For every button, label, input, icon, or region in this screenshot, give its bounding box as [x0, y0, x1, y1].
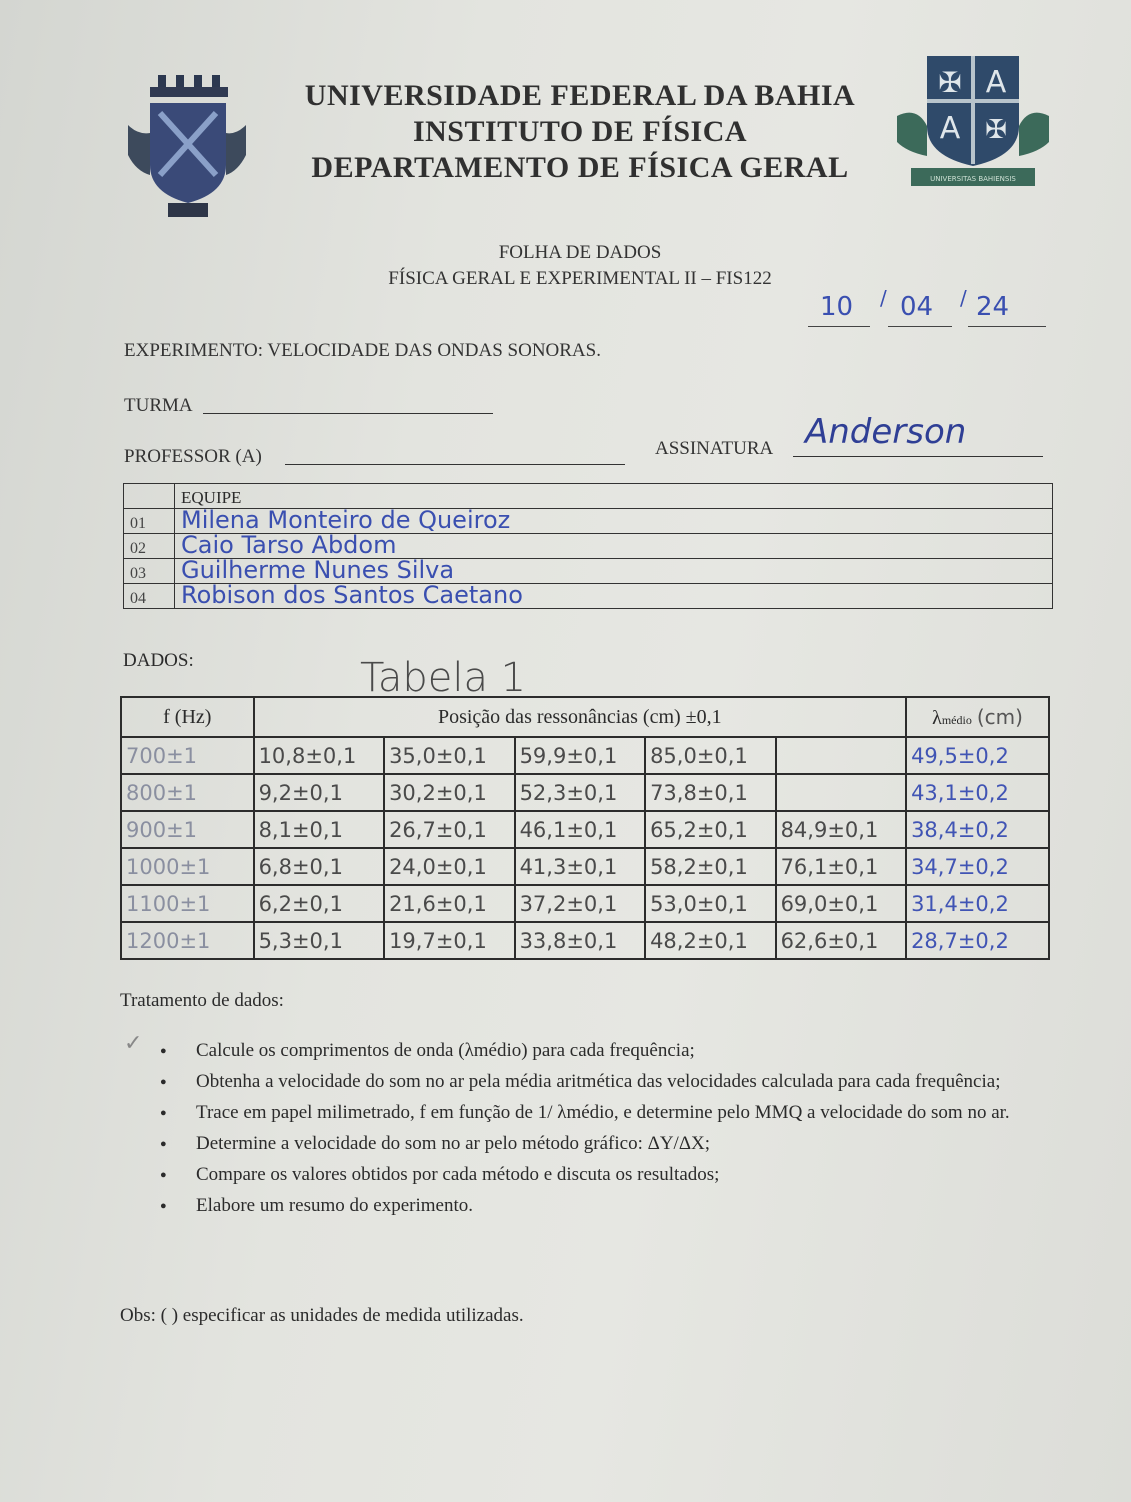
data-table [120, 696, 1050, 960]
logo-banner-text: UNIVERSITAS BAHIENSIS [930, 175, 1016, 183]
cell-position[interactable]: 84,9±0,1 [776, 811, 907, 848]
team-member[interactable] [175, 531, 1053, 559]
lambda-subscript: médio [941, 712, 972, 727]
cell-position[interactable]: 46,1±0,1 [515, 811, 646, 848]
instituto-fisica-logo [897, 56, 1049, 191]
table-title: Tabela 1 [360, 655, 527, 701]
obs-note: Obs: ( ) especificar as unidades de medida utilizadas. [120, 1305, 524, 1326]
institution-heading [290, 78, 870, 186]
team-header-row [124, 484, 1053, 509]
date-underline-2 [888, 326, 952, 327]
data-row [121, 848, 1049, 885]
cell-frequency[interactable]: 800±1 [121, 774, 254, 811]
cell-position[interactable]: 62,6±0,1 [776, 922, 907, 959]
header-positions: Posição das ressonâncias (cm) ±0,1 [254, 697, 907, 737]
team-member[interactable] [175, 506, 1053, 534]
treatment-title: Tratamento de dados: [120, 990, 284, 1011]
data-row [121, 774, 1049, 811]
cell-frequency[interactable]: 1100±1 [121, 885, 254, 922]
cell-frequency[interactable]: 1000±1 [121, 848, 254, 885]
ufba-logo [128, 75, 246, 220]
team-header: EQUIPE [175, 484, 1053, 509]
data-row [121, 811, 1049, 848]
date-underline-3 [968, 326, 1046, 327]
svg-text:A: A [939, 111, 961, 146]
team-row [124, 509, 1053, 534]
team-num: 02 [124, 534, 175, 559]
dados-label: DADOS: [123, 650, 194, 671]
svg-text:✠: ✠ [938, 66, 962, 99]
cell-position[interactable]: 53,0±0,1 [645, 885, 776, 922]
data-rows [121, 737, 1049, 959]
date-underline-1 [808, 326, 870, 327]
data-row [121, 885, 1049, 922]
team-row [124, 534, 1053, 559]
date-year: 24 [976, 292, 1010, 322]
treatment-step: ● Compare os valores obtidos por cada método e discuta os resultados; [160, 1164, 1060, 1186]
team-num: 04 [124, 584, 175, 609]
date-month: 04 [900, 292, 934, 322]
signature: Anderson [805, 412, 967, 452]
team-table [123, 483, 1053, 609]
data-row [121, 922, 1049, 959]
cell-position[interactable] [776, 737, 907, 774]
lambda-unit: (cm) [976, 704, 1023, 729]
assinatura-label: ASSINATURA [655, 438, 774, 459]
cell-position[interactable]: 76,1±0,1 [776, 848, 907, 885]
svg-text:✠: ✠ [985, 115, 1007, 145]
professor-line[interactable] [285, 464, 625, 465]
cell-lambda[interactable]: 31,4±0,2 [906, 885, 1049, 922]
assinatura-line[interactable] [793, 456, 1043, 457]
cell-frequency[interactable]: 700±1 [121, 737, 254, 774]
team-row [124, 559, 1053, 584]
date-sep-2: / [960, 286, 967, 310]
cell-position[interactable]: 33,8±0,1 [515, 922, 646, 959]
treatment-step: ● Trace em papel milimetrado, f em função de 1/ λmédio, e determine pelo MMQ a velocidade do som no ar. [160, 1102, 1060, 1124]
cell-position[interactable]: 35,0±0,1 [384, 737, 515, 774]
sheet-heading [330, 240, 830, 292]
cell-position[interactable]: 30,2±0,1 [384, 774, 515, 811]
team-member-name: Guilherme Nunes Silva [181, 556, 455, 584]
cell-position[interactable]: 73,8±0,1 [645, 774, 776, 811]
cell-position[interactable]: 41,3±0,1 [515, 848, 646, 885]
team-num: 03 [124, 559, 175, 584]
cell-lambda[interactable]: 49,5±0,2 [906, 737, 1049, 774]
cell-position[interactable]: 26,7±0,1 [384, 811, 515, 848]
header-frequency: f (Hz) [121, 697, 254, 737]
cell-position[interactable]: 37,2±0,1 [515, 885, 646, 922]
cell-position[interactable] [776, 774, 907, 811]
sheet-title: FOLHA DE DADOS [498, 242, 662, 263]
course-title: FÍSICA GERAL E EXPERIMENTAL II – FIS122 [388, 268, 772, 289]
department-name: DEPARTAMENTO DE FÍSICA GERAL [311, 151, 849, 184]
experiment-title: EXPERIMENTO: VELOCIDADE DAS ONDAS SONORAS. [124, 340, 601, 361]
cell-position[interactable]: 9,2±0,1 [254, 774, 385, 811]
cell-position[interactable]: 21,6±0,1 [384, 885, 515, 922]
check-mark-icon: ✓ [124, 1030, 143, 1055]
team-member-name: Caio Tarso Abdom [181, 531, 397, 559]
date-day: 10 [820, 292, 854, 322]
treatment-steps [160, 1040, 1060, 1226]
cell-frequency[interactable]: 900±1 [121, 811, 254, 848]
team-member[interactable] [175, 581, 1053, 609]
cell-position[interactable]: 48,2±0,1 [645, 922, 776, 959]
cell-position[interactable]: 52,3±0,1 [515, 774, 646, 811]
professor-label: PROFESSOR (A) [124, 446, 262, 467]
cell-position[interactable]: 10,8±0,1 [254, 737, 385, 774]
cell-position[interactable]: 24,0±0,1 [384, 848, 515, 885]
team-header-num [124, 484, 175, 509]
university-name: UNIVERSIDADE FEDERAL DA BAHIA [304, 79, 856, 112]
cell-position[interactable]: 8,1±0,1 [254, 811, 385, 848]
cell-lambda[interactable]: 38,4±0,2 [906, 811, 1049, 848]
cell-lambda[interactable]: 34,7±0,2 [906, 848, 1049, 885]
team-num: 01 [124, 509, 175, 534]
date-sep-1: / [880, 286, 887, 310]
cell-position[interactable]: 65,2±0,1 [645, 811, 776, 848]
treatment-step: ● Elabore um resumo do experimento. [160, 1195, 1060, 1217]
team-member-name: Milena Monteiro de Queiroz [181, 506, 511, 534]
header-lambda [906, 697, 1049, 737]
cell-lambda[interactable]: 43,1±0,2 [906, 774, 1049, 811]
cell-position[interactable]: 19,7±0,1 [384, 922, 515, 959]
date-field [808, 286, 1058, 332]
cell-lambda[interactable]: 28,7±0,2 [906, 922, 1049, 959]
cell-position[interactable]: 59,9±0,1 [515, 737, 646, 774]
cell-position[interactable]: 85,0±0,1 [645, 737, 776, 774]
team-member-name: Robison dos Santos Caetano [181, 581, 523, 609]
lambda-symbol: λ [932, 706, 942, 729]
svg-text:A: A [985, 65, 1007, 100]
data-header-row [121, 697, 1049, 737]
treatment-step: ● Calcule os comprimentos de onda (λmédio) para cada frequência; [160, 1040, 1060, 1062]
cell-frequency[interactable]: 1200±1 [121, 922, 254, 959]
team-row [124, 584, 1053, 609]
cell-position[interactable]: 6,2±0,1 [254, 885, 385, 922]
turma-line[interactable] [203, 413, 493, 414]
treatment-step: ● Obtenha a velocidade do som no ar pela média aritmética das velocidades calculada para cada frequência; [160, 1071, 1060, 1093]
cell-position[interactable]: 6,8±0,1 [254, 848, 385, 885]
institute-name: INSTITUTO DE FÍSICA [412, 115, 748, 148]
team-member[interactable] [175, 556, 1053, 584]
cell-position[interactable]: 69,0±0,1 [776, 885, 907, 922]
cell-position[interactable]: 5,3±0,1 [254, 922, 385, 959]
data-row [121, 737, 1049, 774]
turma-label: TURMA [124, 395, 193, 416]
treatment-step: ● Determine a velocidade do som no ar pelo método gráfico: ΔY/ΔX; [160, 1133, 1060, 1155]
cell-position[interactable]: 58,2±0,1 [645, 848, 776, 885]
